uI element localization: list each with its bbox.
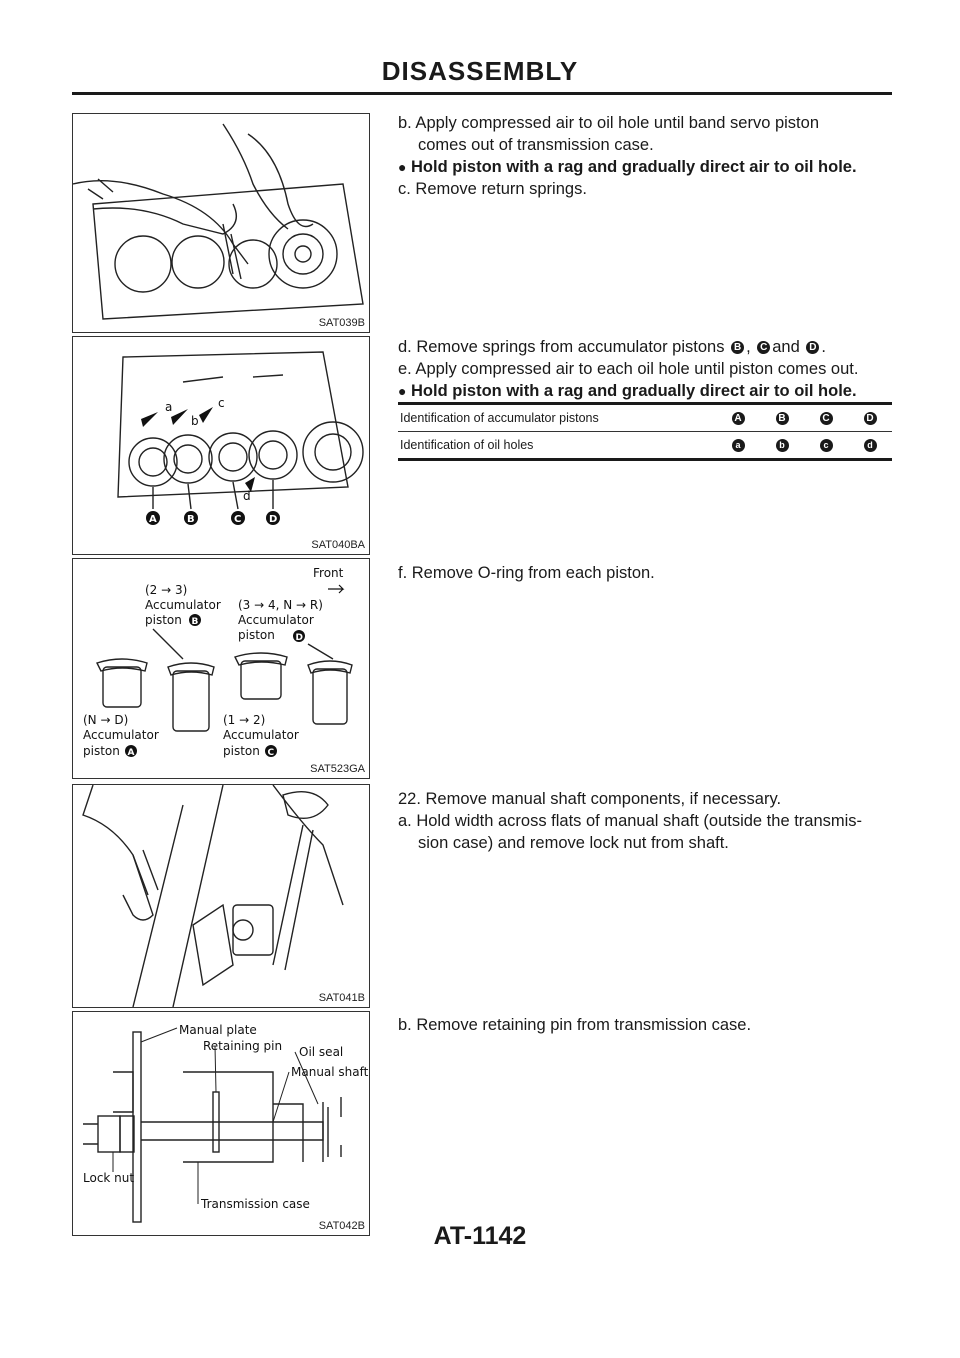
mark-icon: c [820, 439, 833, 452]
bullet-text: Hold piston with a rag and gradually direct air to oil hole. [411, 382, 857, 400]
label-b1: (2 → 3) [145, 583, 188, 597]
figure-code: SAT041B [318, 992, 365, 1004]
mark-icon: D [864, 412, 877, 425]
figure-code: SAT040BA [311, 539, 365, 551]
step-c: c. Remove return springs. [398, 180, 587, 198]
section-retaining-pin [398, 1014, 892, 1036]
mark-c-icon: C [757, 341, 770, 354]
figure-manual-shaft-components [72, 1011, 370, 1236]
label-b3: piston [145, 613, 182, 627]
label-transmission-case: Transmission case [201, 1197, 310, 1211]
figure-manual-shaft-components-drawing [73, 1012, 369, 1235]
mark-c: C [267, 748, 275, 758]
mark-b-icon: B [731, 341, 744, 354]
label-d2: Accumulator [238, 613, 314, 627]
figure-accumulator-identification [72, 558, 370, 779]
figure-band-servo-air [72, 113, 370, 333]
bullet-icon: ● [398, 159, 407, 175]
table-row [398, 432, 892, 460]
figure-label-b: b [191, 414, 199, 428]
table-row-label: Identification of oil holes [398, 432, 716, 460]
mark-icon: b [776, 439, 789, 452]
mark-b: B [191, 617, 199, 627]
mark-a: A [127, 748, 135, 758]
figure-band-servo-air-drawing [73, 114, 369, 332]
mark-icon: C [820, 412, 833, 425]
step-a-continued: sion case) and remove lock nut from shaft. [418, 834, 729, 852]
identification-table [398, 402, 892, 461]
label-lock-nut: Lock nut [83, 1171, 135, 1185]
label-a3: piston [83, 744, 120, 758]
step-b-continued: comes out of transmission case. [418, 136, 654, 154]
step-f: f. Remove O-ring from each piston. [398, 564, 655, 582]
figure-label-a: a [165, 400, 173, 414]
mark-d-icon: D [806, 341, 819, 354]
section-accumulator [398, 336, 892, 402]
step-22: 22. Remove manual shaft components, if necessary. [398, 790, 782, 808]
mark-icon: B [776, 412, 789, 425]
label-front: Front [313, 566, 344, 580]
page-number: AT-1142 [433, 1222, 527, 1250]
mark-icon: A [732, 412, 745, 425]
step-d-sep: , [746, 338, 751, 356]
table-cell [804, 432, 848, 460]
table-row [398, 404, 892, 432]
label-retaining-pin: Retaining pin [203, 1039, 283, 1053]
mark-d: D [295, 633, 303, 643]
mark-piston-a: A [149, 514, 157, 525]
step-b-pin: b. Remove retaining pin from transmission case. [398, 1016, 752, 1034]
table-cell [848, 404, 892, 432]
label-d3: piston [238, 628, 275, 642]
table-cell [716, 404, 760, 432]
figure-code: SAT042B [318, 1220, 365, 1232]
label-d1: (3 → 4, N → R) [238, 598, 323, 612]
table-cell [760, 432, 804, 460]
bullet-note [398, 156, 892, 178]
page-title: DISASSEMBLY [381, 56, 579, 86]
figure-label-c: c [218, 396, 225, 410]
section-o-ring [398, 562, 892, 584]
figure-code: SAT039B [318, 317, 365, 329]
label-a1: (N → D) [83, 713, 129, 727]
step-a: a. Hold width across flats of manual shaft (outside the transmis- [398, 812, 863, 830]
figure-accumulator-pistons-drawing [73, 337, 369, 554]
step-b: b. Apply compressed air to oil hole until band servo piston [398, 114, 819, 132]
header-divider [72, 92, 892, 95]
step-d [398, 336, 892, 358]
label-manual-plate: Manual plate [179, 1023, 257, 1037]
table-cell [848, 432, 892, 460]
label-c1: (1 → 2) [223, 713, 266, 727]
mark-icon: d [864, 439, 877, 452]
label-b2: Accumulator [145, 598, 221, 612]
mark-piston-b: B [187, 514, 195, 525]
section-manual-shaft [398, 788, 892, 854]
bullet-text: Hold piston with a rag and gradually direct air to oil hole. [411, 158, 857, 176]
table-cell [760, 404, 804, 432]
step-e: e. Apply compressed air to each oil hole until piston comes out. [398, 360, 859, 378]
bullet-note [398, 380, 892, 402]
label-a2: Accumulator [83, 728, 159, 742]
table-cell [804, 404, 848, 432]
figure-label-d: d [243, 489, 251, 503]
table-row-label: Identification of accumulator pistons [398, 404, 716, 432]
section-band-servo [398, 112, 892, 200]
label-c2: Accumulator [223, 728, 299, 742]
figure-accumulator-pistons [72, 336, 370, 555]
table-cell [716, 432, 760, 460]
step-d-end: . [821, 338, 826, 356]
figure-manual-shaft-wrench [72, 784, 370, 1008]
figure-manual-shaft-wrench-drawing [73, 785, 369, 1007]
mark-piston-d: D [269, 514, 278, 525]
label-c3: piston [223, 744, 260, 758]
bullet-icon: ● [398, 383, 407, 399]
figure-code: SAT523GA [310, 763, 365, 775]
mark-piston-c: C [234, 514, 242, 525]
label-manual-shaft: Manual shaft [291, 1065, 369, 1079]
label-oil-seal: Oil seal [299, 1045, 344, 1059]
figure-accumulator-identification-drawing [73, 559, 369, 778]
step-d-and: and [772, 338, 800, 356]
step-d-text: d. Remove springs from accumulator pistons [398, 338, 725, 356]
mark-icon: a [732, 439, 745, 452]
